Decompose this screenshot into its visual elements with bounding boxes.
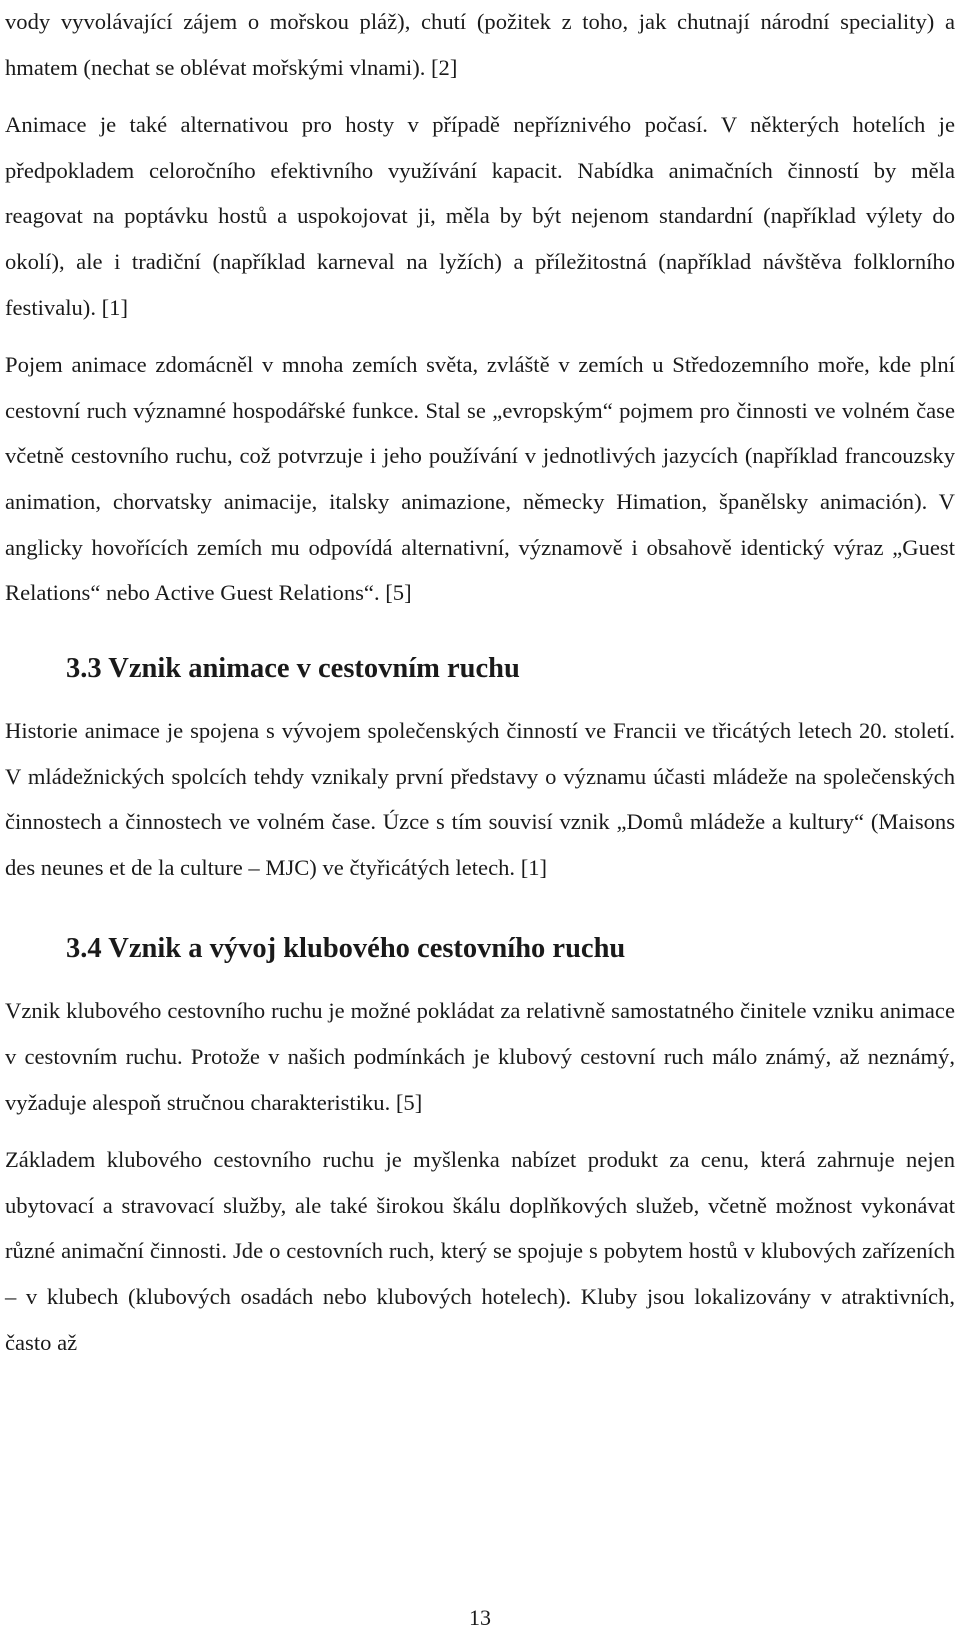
section-heading-3-3: 3.3 Vznik animace v cestovním ruchu [66,652,520,684]
paragraph-senses: vody vyvolávající zájem o mořskou pláž), chutí (požitek z toho, jak chutnají národní speciality) a hmatem (nechat se oblévat mořskými vlnami). [2] [5,9,955,80]
paragraph-history-animation: Historie animace je spojena s vývojem společenských činností ve Francii ve třicátých letech 20. století. V mládežnických spolcích tehdy vznikaly první představy o významu účasti mládeže na společenských činnostech a činnostech ve volném čase. Úzce s tím souvisí vznik „Domů mládeže a kultury“ (Maisons des neunes et de la culture – MJC) ve čtyřicátých letech. [1] [5,717,955,880]
paragraph-weather-alternative: Animace je také alternativou pro hosty v případě nepříznivého počasí. V některých hotelích je předpokladem celoročního efektivního využívání kapacit. Nabídka animačních činností by měla reagovat na poptávku hostů a uspokojovat ji, měla by být nejenom standardní (například výlety do okolí), ale i tradiční (například karneval na lyžích) a příležitostná (například návštěva folklorního festivalu). [1] [5,112,955,320]
section-heading-3-4: 3.4 Vznik a vývoj klubového cestovního ruchu [66,933,626,965]
paragraph-club-tourism-basis: Základem klubového cestovního ruchu je myšlenka nabízet produkt za cenu, která zahrnuje nejen ubytovací a stravovací služby, ale také širokou škálu doplňkových služeb, včetně možnost vykonávat různé animační činnosti. Jde o cestovních ruch, který se spojuje s pobytem hostů v klubových zařízeních – v klubech (klubových osadách nebo klubových hotelech). Kluby jsou lokalizovány v atraktivních, často až [5,1147,955,1355]
paragraph-club-tourism-origin: Vznik klubového cestovního ruchu je možné pokládat za relativně samostatného činitele vzniku animace v cestovním ruchu. Protože v našich podmínkách je klubový cestovní ruch málo známý, až neznámý, vyžaduje alespoň stručnou charakteristiku. [5] [5,998,955,1115]
page-number: 13 [469,1605,491,1630]
paragraph-term-animation: Pojem animace zdomácněl v mnoha zemích světa, zvláště v zemích u Středozemního moře, kde plní cestovní ruch významné hospodářské funkce. Stal se „evropským“ pojmem pro činnosti ve volném čase včetně cestovního ruchu, což potvrzuje i jeho používání v jednotlivých jazycích (například francouzsky animation, chorvatsky animacije, italsky animazione, německy Himation, španělsky animación). V anglicky hovořících zemích mu odpovídá alternativní, významově i obsahově identický výraz „Guest Relations“ nebo Active Guest Relations“. [5] [5,352,955,606]
document-page [5,0,955,1365]
